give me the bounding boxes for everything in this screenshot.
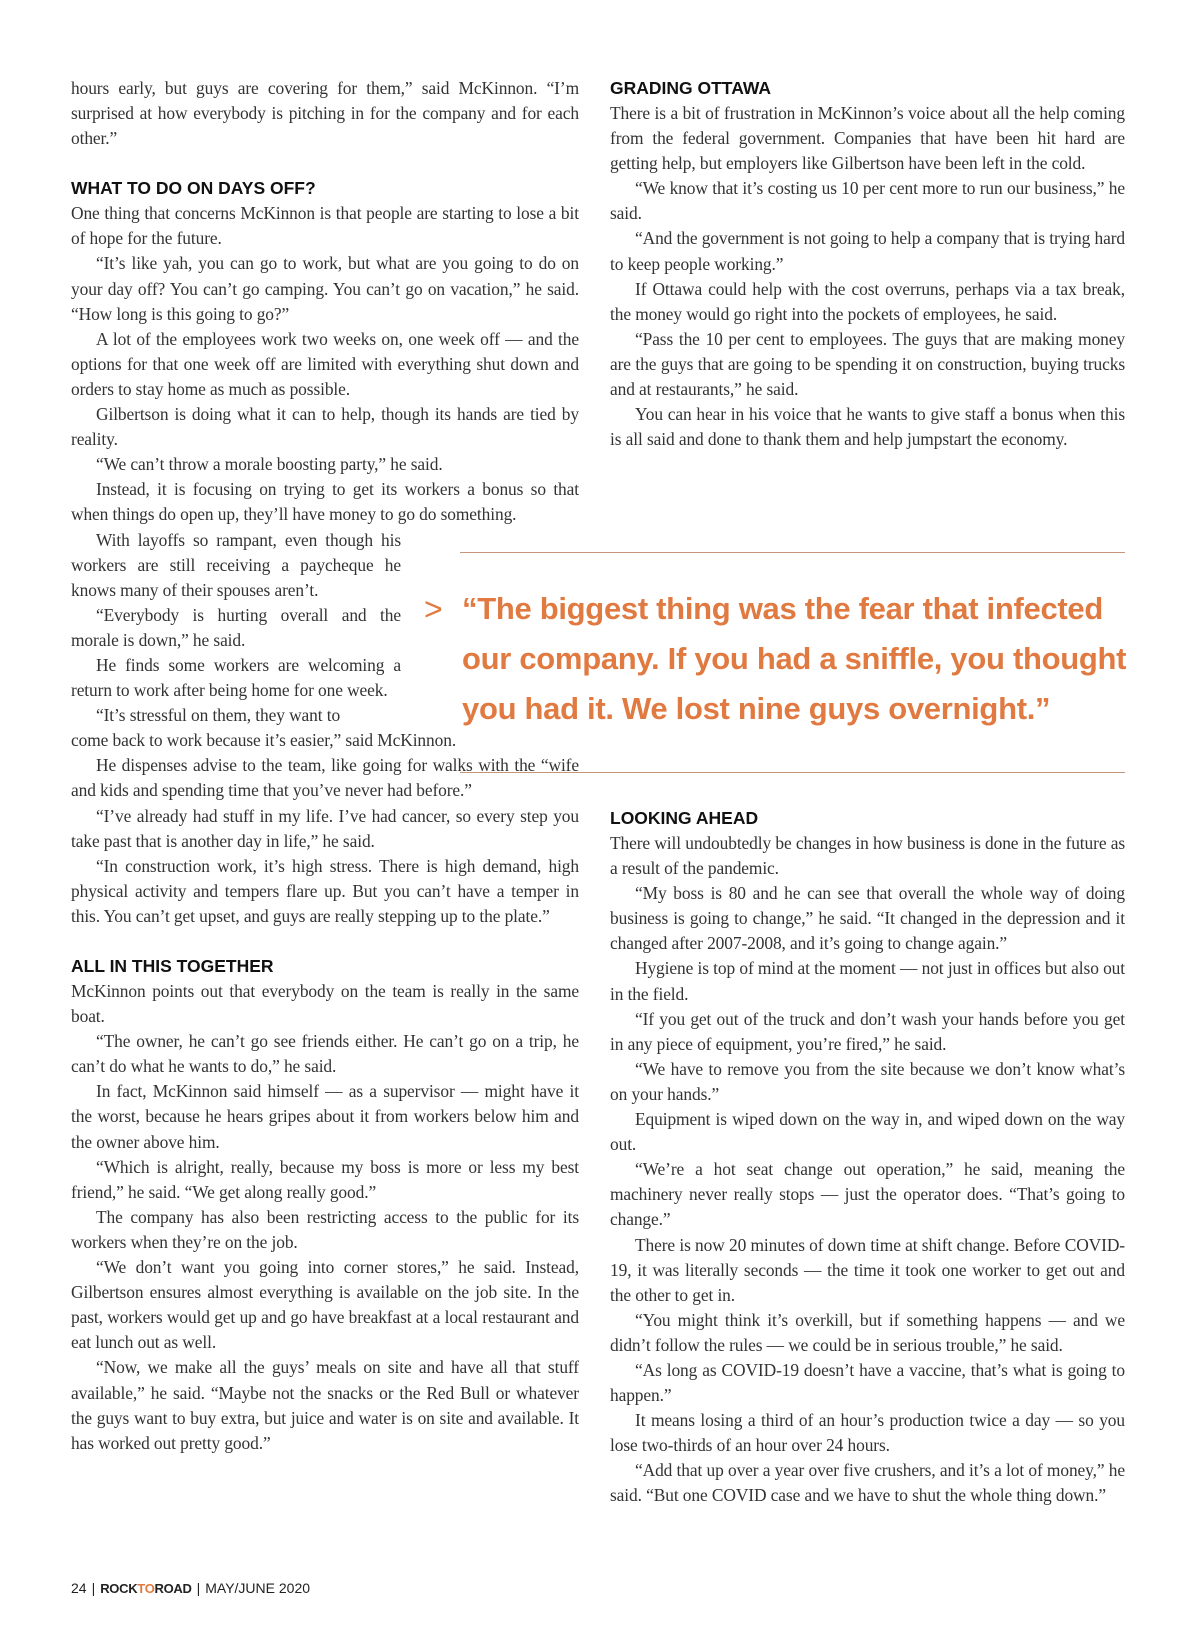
body-paragraph: “It’s like yah, you can go to work, but what are you going to do on your day off? You can’t go camping. You can’t go on vacation,” he said. “How long is this going to go?” <box>71 253 579 324</box>
body-paragraph: “Pass the 10 per cent to employees. The guys that are making money are the guys that are going to be spending it on construction, buying trucks and at restaurants,” he said. <box>610 328 1125 400</box>
logo-text-to: TO <box>137 1580 155 1596</box>
magazine-logo <box>100 1581 191 1596</box>
logo-text-road: ROAD <box>154 1580 192 1596</box>
footer-separator: | <box>196 1580 201 1596</box>
body-paragraph: There will undoubtedly be changes in how business is done in the future as a result of the pandemic. <box>610 833 1125 879</box>
body-paragraph: “Add that up over a year over five crushers, and it’s a lot of money,” he said. “But one COVID case and we have to shut the whole thing down.” <box>610 1460 1125 1506</box>
section-heading: LOOKING AHEAD <box>610 808 759 828</box>
section-heading: GRADING OTTAWA <box>610 78 772 98</box>
section-heading: ALL IN THIS TOGETHER <box>71 956 274 976</box>
body-paragraph: Instead, it is focusing on trying to get its workers a bonus so that when things do open up, they’ll have money to go do something. <box>71 479 579 525</box>
body-paragraph: “My boss is 80 and he can see that overall the whole way of doing business is going to change,” he said. “It changed in the depression and it changed after 2007-2008, and it’s going to change again.” <box>610 883 1125 954</box>
body-paragraph: “We can’t throw a morale boosting party,” he said. <box>96 454 443 475</box>
body-paragraph: “As long as COVID-19 doesn’t have a vaccine, that’s what is going to happen.” <box>610 1359 1125 1406</box>
body-paragraph: “We don’t want you going into corner stores,” he said. Instead, Gilbertson ensures almost everything is available on the job site. In the past, workers would get up and go have breakfast at a local restaurant and eat lunch out as well. <box>71 1257 579 1353</box>
body-paragraph: “If you get out of the truck and don’t wash your hands before you get in any piece of equipment, you’re fired,” he said. <box>610 1008 1125 1054</box>
body-paragraph: “In construction work, it’s high stress. There is high demand, high physical activity and tempers flare up. But you can’t have a temper in this. You can’t get upset, and guys are really stepping up to the plate.” <box>71 855 579 926</box>
section-heading: WHAT TO DO ON DAYS OFF? <box>71 178 316 199</box>
pull-quote <box>424 584 1134 734</box>
body-paragraph: “Which is alright, really, because my boss is more or less my best friend,” he said. “We get along really good.” <box>71 1156 579 1202</box>
body-paragraph: He dispenses advise to the team, like going for walks with the “wife and kids and spending time that you’ve never had before.” <box>71 755 579 801</box>
issue-date: MAY/JUNE 2020 <box>205 1580 311 1596</box>
body-paragraph: In fact, McKinnon said himself — as a supervisor — might have it the worst, because he hears gripes about it from workers below him and the owner above him. <box>71 1081 579 1152</box>
body-paragraph: Equipment is wiped down on the way in, and wiped down on the way out. <box>610 1109 1125 1155</box>
body-paragraph: You can hear in his voice that he wants to give staff a bonus when this is all said and done to thank them and help jumpstart the economy. <box>610 404 1125 450</box>
body-paragraph: “We know that it’s costing us 10 per cent more to run our business,” he said. <box>610 178 1125 224</box>
body-paragraph: Gilbertson is doing what it can to help, though its hands are tied by reality. <box>71 404 579 450</box>
body-paragraph: “It’s stressful on them, they want to <box>96 705 341 726</box>
body-paragraph: come back to work because it’s easier,” said McKinnon. <box>71 730 457 751</box>
pull-quote-text: “The biggest thing was the fear that infected our company. If you had a sniffle, you thought you had it. We lost nine guys overnight.” <box>462 591 1127 726</box>
body-paragraph: Hygiene is top of mind at the moment — not just in offices but also out in the field. <box>610 958 1125 1004</box>
page-footer <box>71 1580 310 1596</box>
body-paragraph: “The owner, he can’t go see friends either. He can’t go on a trip, he can’t do what he wants to do,” he said. <box>71 1031 579 1077</box>
body-paragraph: It means losing a third of an hour’s production twice a day — so you lose two-thirds of an hour over 24 hours. <box>610 1410 1125 1456</box>
body-paragraph: McKinnon points out that everybody on the team is really in the same boat. <box>71 981 579 1027</box>
intro-paragraph: hours early, but guys are covering for them,” said McKinnon. “I’m surprised at how everybody is pitching in for the company and for each other.” <box>71 78 579 149</box>
right-column-bottom <box>610 806 1125 1509</box>
footer-separator: | <box>91 1580 96 1596</box>
body-paragraph: The company has also been restricting access to the public for its workers when they’re on the job. <box>71 1206 579 1252</box>
body-paragraph: One thing that concerns McKinnon is that people are starting to lose a bit of hope for the future. <box>71 203 579 249</box>
body-paragraph: He finds some workers are welcoming a return to work after being home for one week. <box>71 654 401 701</box>
body-paragraph: “Now, we make all the guys’ meals on site and have all that stuff available,” he said. “Maybe not the snacks or the Red Bull or whatever the guys want to buy extra, but juice and water is on site and available. It has worked out pretty good.” <box>71 1357 579 1453</box>
body-paragraph: “I’ve already had stuff in my life. I’ve had cancer, so every step you take past that is another day in life,” he said. <box>71 805 579 851</box>
pull-quote-marker: > <box>424 591 443 627</box>
body-paragraph: “Everybody is hurting overall and the morale is down,” he said. <box>71 604 401 650</box>
body-paragraph: “We’re a hot seat change out operation,” he said, meaning the machinery never really stops — just the operator does. “That’s going to change.” <box>610 1159 1125 1230</box>
logo-text-rock: ROCK <box>100 1580 138 1596</box>
body-paragraph: A lot of the employees work two weeks on, one week off — and the options for that one week off are limited with everything shut down and orders to stay home as much as possible. <box>71 328 579 399</box>
body-paragraph: There is now 20 minutes of down time at shift change. Before COVID-19, it was literally seconds — the time it took one worker to get out and the other to get in. <box>610 1234 1125 1305</box>
body-paragraph: “And the government is not going to help a company that is trying hard to keep people working.” <box>610 228 1125 274</box>
body-paragraph: “We have to remove you from the site because we don’t know what’s on your hands.” <box>610 1058 1125 1104</box>
pull-quote-top-rule <box>460 552 1125 553</box>
body-paragraph: With layoffs so rampant, even though his workers are still receiving a paycheque he knows many of their spouses aren’t. <box>71 529 401 600</box>
body-paragraph: If Ottawa could help with the cost overruns, perhaps via a tax break, the money would go right into the pockets of employees, he said. <box>610 278 1125 324</box>
page-number: 24 <box>71 1580 87 1596</box>
body-paragraph: “You might think it’s overkill, but if something happens — and we didn’t follow the rules — we could be in serious trouble,” he said. <box>610 1309 1125 1355</box>
narrow-text-block <box>71 528 401 729</box>
left-column <box>71 76 579 1456</box>
body-paragraph: There is a bit of frustration in McKinnon’s voice about all the help coming from the federal government. Companies that have been hit hard are getting help, but employers like Gilbertson have been left in the cold. <box>610 103 1125 174</box>
pull-quote-bottom-rule <box>460 772 1125 773</box>
right-column-top <box>610 76 1125 452</box>
